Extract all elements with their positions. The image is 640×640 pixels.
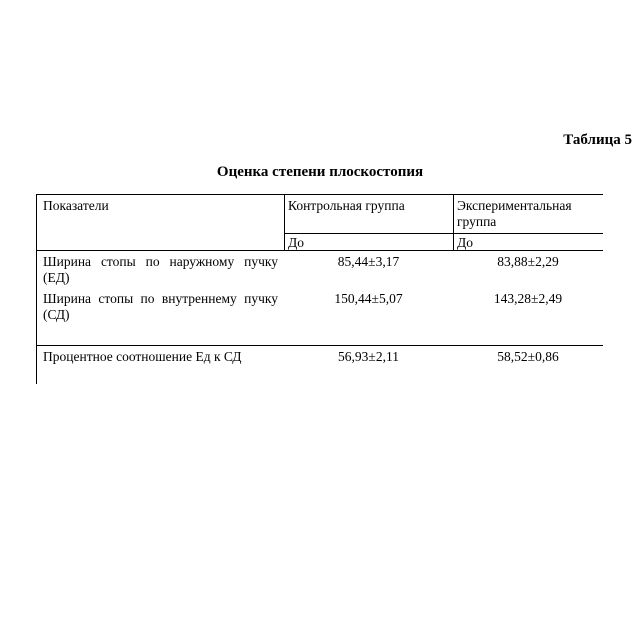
subheader-divider (284, 233, 603, 234)
header-indicator: Показатели (43, 198, 109, 213)
data-table (36, 194, 603, 384)
header-experimental-group: Экспериментальная группа (457, 198, 572, 229)
row-label: Ширина стопы по внутреннему пучку (СД) (43, 291, 278, 322)
column-divider-2 (453, 194, 454, 251)
table-top-border (36, 194, 603, 195)
row-control-value: 85,44±3,17 (337, 254, 400, 269)
subheader-experimental: До (457, 235, 473, 250)
column-divider-1 (284, 194, 285, 251)
row-control-value: 150,44±5,07 (334, 291, 403, 306)
header-control-group: Контрольная группа (288, 198, 405, 213)
row-label: Ширина стопы по наружному пучку (ЕД) (43, 254, 278, 285)
section-divider (36, 345, 603, 346)
table-number: Таблица 5 (563, 132, 632, 148)
left-border (36, 194, 37, 384)
row-experimental-value: 143,28±2,49 (493, 291, 563, 306)
row-label: Процентное соотношение Ед к СД (43, 349, 242, 364)
subheader-control: До (288, 235, 304, 250)
table-title: Оценка степени плоскостопия (216, 164, 424, 180)
row-control-value: 56,93±2,11 (338, 349, 399, 364)
header-bottom-border (36, 250, 603, 251)
row-experimental-value: 58,52±0,86 (497, 349, 559, 364)
row-experimental-value: 83,88±2,29 (497, 254, 559, 269)
